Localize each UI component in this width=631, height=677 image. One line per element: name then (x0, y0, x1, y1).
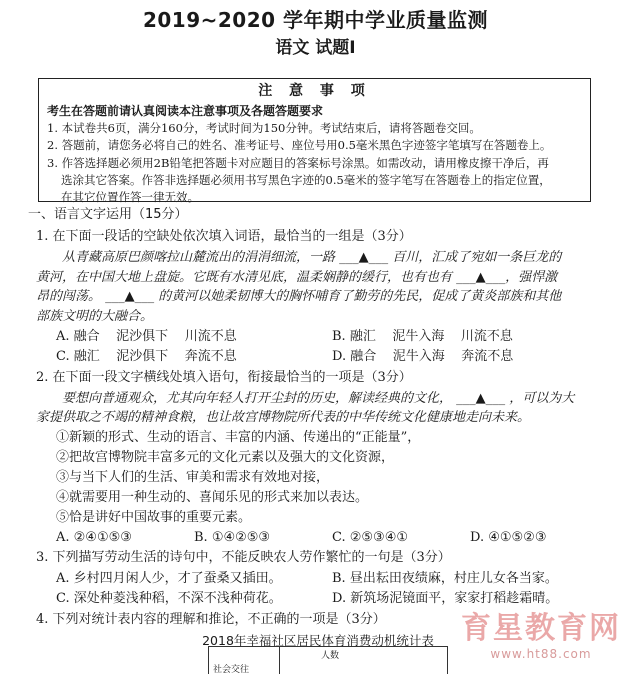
sentence-item: ②把故宫博物院丰富多元的文化元素以及强大的文化资源， (56, 450, 395, 466)
option-d: D. ④①⑤②③ (470, 529, 547, 545)
notice-item: 2. 答题前，请您务必将自己的姓名、准考证号、座位号用0.5毫米黑色字迹签字笔填写在答题卷上。 (47, 138, 552, 153)
notice-box (38, 78, 591, 202)
watermark-brand: 育星教育网 (461, 611, 621, 646)
notice-subtitle: 考生在答题前请认真阅读本注意事项及各题答题要求 (47, 104, 324, 118)
option-row (56, 348, 608, 367)
sentence-item: ⑤恰是讲好中国故事的重要元素。 (56, 509, 252, 525)
option-row (56, 529, 608, 548)
notice-title: 注 意 事 项 (258, 83, 371, 99)
option-d: D. 新筑场泥镜面平，家家打稻趁霜晴。 (332, 591, 559, 607)
table-title: 2018年幸福社区居民体育消费动机统计表 (202, 632, 434, 648)
exam-title: 2019~2020 学年期中学业质量监测 (142, 8, 489, 32)
option-row (56, 570, 608, 589)
notice-item: 3. 作答选择题必须用2B铅笔把答题卡对应题目的答案标号涂黑。如需改动，请用橡皮擦干净后，再 (47, 155, 549, 170)
question-4-stem: 4. 下列对统计表内容的理解和推论，不正确的一项是（3分） (36, 611, 386, 627)
question-content (28, 206, 608, 650)
watermark (461, 612, 621, 663)
question-2-stem: 2. 在下面一段文字横线处填入语句，衔接最恰当的一项是（3分） (36, 369, 412, 385)
passage-line: 家提供取之不竭的精神食粮，也让故宫博物院所代表的中华传统文化健康地走向未来。 (36, 410, 531, 426)
exam-subtitle: 语文 试题Ⅰ (275, 38, 356, 58)
option-b: B. 融汇 泥牛入海 川流不息 (332, 329, 513, 345)
passage-line: 从青藏高原巴颜喀拉山麓流出的涓涓细流，一路 ___▲___ 百川，汇成了宛如一条巨龙的 (62, 249, 562, 265)
watermark-url: www.ht88.com (490, 647, 592, 661)
statistics-table (208, 646, 448, 674)
table-header: 人数 (321, 651, 340, 661)
sentence-item: ④就需要用一种生动的、喜闻乐见的形式来加以表达。 (56, 489, 369, 505)
option-b: B. ①④②⑤③ (194, 529, 271, 545)
notice-item: 1. 本试卷共6页，满分160分，考试时间为150分钟。考试结束后，请将答题卷交回。 (47, 121, 481, 135)
option-row (56, 590, 608, 609)
sentence-item: ①新颖的形式、生动的语言、丰富的内涵、传递出的“正能量”， (56, 430, 421, 446)
option-b: B. 昼出耘田夜绩麻，村庄儿女各当家。 (332, 571, 558, 587)
option-a: A. 融合 泥沙俱下 川流不息 (56, 329, 237, 345)
option-a: A. 乡村四月闲人少，才了蚕桑又插田。 (56, 571, 282, 587)
sentence-item: ③与当下人们的生活、审美和需求有效地对接， (56, 469, 330, 485)
table-row-label: 社会交往 (213, 665, 250, 675)
passage-line: 黄河，在中国大地上盘旋。它既有水清见底，温柔娴静的缓行，也有也有 ___▲___，强悍激 (36, 269, 558, 285)
section-title: 一、语言文字运用（15分） (28, 207, 188, 222)
passage-line: 昂的闯荡。 ___▲___ 的黄河以她柔韧博大的胸怀哺育了勤劳的先民，促成了黄炎部族和其他 (36, 289, 562, 305)
option-c: C. ②⑤③④① (332, 529, 409, 545)
option-c: C. 深处种菱浅种稻，不深不浅种荷花。 (56, 591, 282, 607)
passage-line: 部族文明的大融合。 (36, 309, 154, 325)
table-divider (279, 647, 280, 674)
option-c: C. 融汇 泥沙俱下 奔流不息 (56, 348, 237, 364)
option-a: A. ②④①⑤③ (56, 529, 132, 545)
question-3-stem: 3. 下列描写劳动生活的诗句中，不能反映农人劳作繁忙的一句是（3分） (36, 550, 451, 566)
notice-item: 在其它位置作答一律无效。 (61, 190, 199, 204)
question-1-stem: 1. 在下面一段话的空缺处依次填入词语，最恰当的一组是（3分） (36, 228, 412, 244)
passage-line: 要想向普通观众，尤其向年轻人打开尘封的历史，解读经典的文化， ___▲___ ，可以为大 (62, 390, 575, 406)
option-row (56, 328, 608, 347)
notice-item: 选涂其它答案。作答非选择题必须用书写黑色字迹的0.5毫米的签字笔写在答题卷上的指定位置， (61, 172, 551, 187)
option-d: D. 融合 泥牛入海 奔流不息 (332, 348, 514, 364)
